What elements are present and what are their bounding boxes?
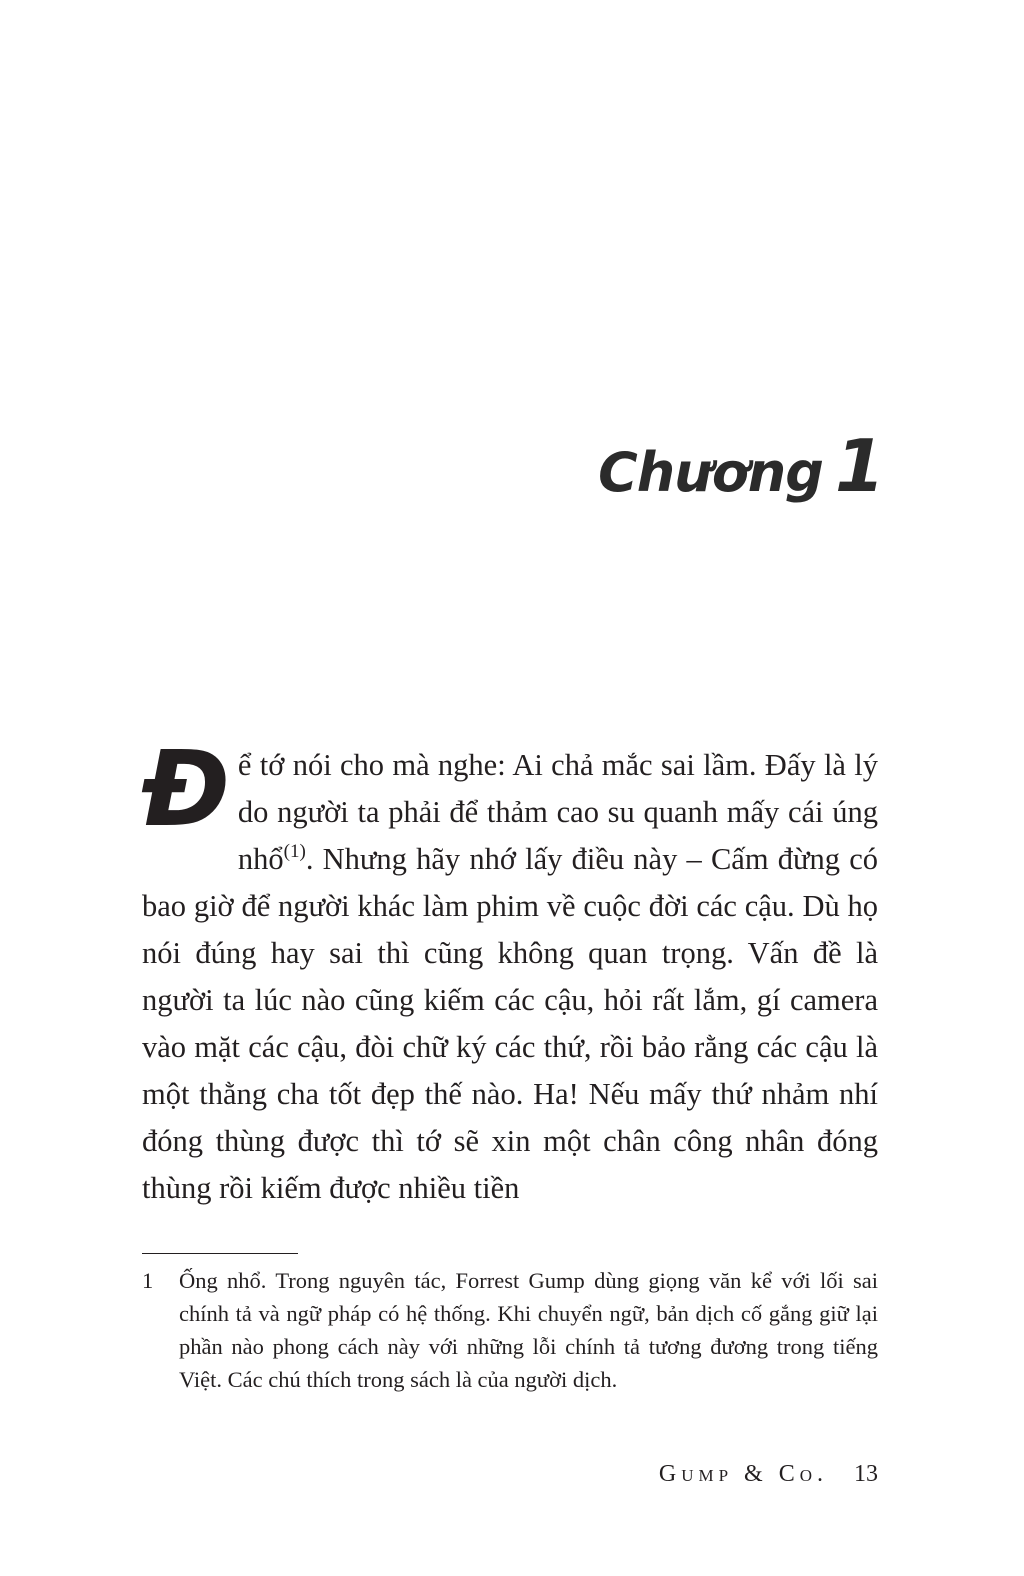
drop-cap: Đ <box>142 728 230 850</box>
chapter-heading <box>598 424 884 508</box>
chapter-word: Chương <box>598 441 823 504</box>
footnote-number: 1 <box>142 1268 154 1293</box>
body-text-part-1: ể tớ nói cho mà nghe: Ai chả mắc sai lầm. Đấy là lý do người ta phải để thảm cao su quanh mấy cái úng nhổ <box>237 748 878 876</box>
footnote-marker: (1) <box>283 841 306 862</box>
body-text-part-2: . Nhưng hãy nhớ lấy điều này – Cấm đừng có bao giờ để người khác làm phim về cuộc đời các cậu. Dù họ nói đúng hay sai thì cũng không quan trọng. Vấn đề là người ta lúc nào cũng kiếm các cậu, hỏi rất lắm, gí camera vào mặt các cậu, đòi chữ ký các thứ, rồi bảo rằng các cậu là một thằng cha tốt đẹp thế nào. Ha! Nếu mấy thứ nhảm nhí đóng thùng được thì tớ sẽ xin một chân công nhân đóng thùng rồi kiếm được nhiều tiền <box>142 842 878 1205</box>
body-paragraph <box>142 728 878 1212</box>
footnote-text: Ống nhổ. Trong nguyên tác, Forrest Gump dùng giọng văn kể với lối sai chính tả và ngữ pháp có hệ thống. Khi chuyển ngữ, bản dịch cố gắng giữ lại phần nào phong cách này với những lỗi chính tả tương đương trong tiếng Việt. Các chú thích trong sách là của người dịch. <box>179 1268 878 1392</box>
footnote <box>142 1264 878 1396</box>
chapter-number: 1 <box>834 424 884 508</box>
running-title: Gump & Co. <box>658 1461 828 1487</box>
running-footer <box>659 1458 878 1490</box>
page-number: 13 <box>854 1461 878 1487</box>
footnote-divider <box>142 1253 298 1254</box>
